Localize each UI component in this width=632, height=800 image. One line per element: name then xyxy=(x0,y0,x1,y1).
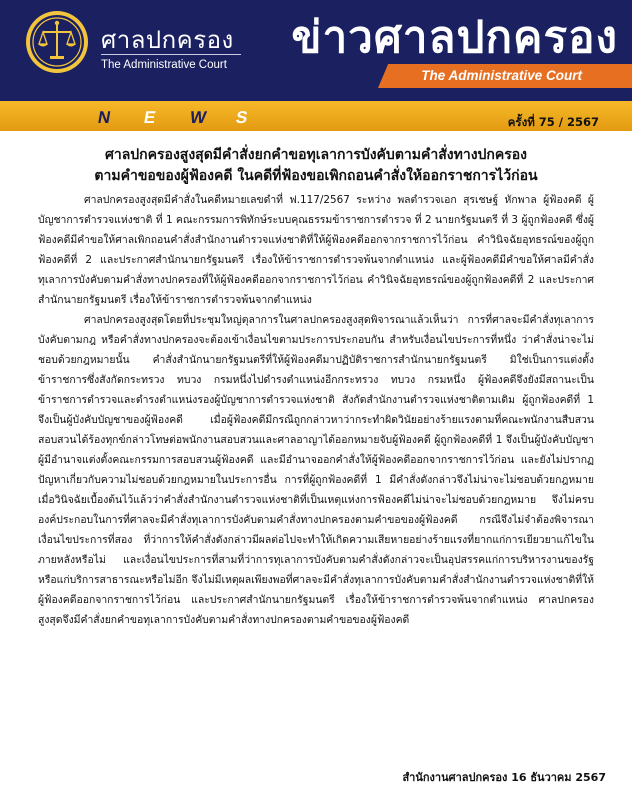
publication-title: ข่าวศาลปกครอง xyxy=(291,12,618,63)
headline-line-1: ศาลปกครองสูงสุดมีคำสั่งยกคำขอทุเลาการบังคับตามคำสั่งทางปกครอง xyxy=(104,147,528,163)
news-letters xyxy=(98,108,278,130)
org-name-english: The Administrative Court xyxy=(101,59,227,71)
administrative-court-emblem-icon xyxy=(25,10,89,74)
news-letter-s: S xyxy=(234,108,250,127)
news-letter-w: W xyxy=(188,108,208,127)
org-name-divider xyxy=(101,54,241,55)
headline xyxy=(20,145,612,187)
org-name-thai: ศาลปกครอง xyxy=(101,26,234,54)
header-banner xyxy=(0,0,632,101)
footer-signature: สำนักงานศาลปกครอง 16 ธันวาคม 2567 xyxy=(402,771,606,784)
issue-number: ครั้งที่ 75 / 2567 xyxy=(507,115,599,129)
news-letter-n: N xyxy=(96,108,113,127)
news-letter-e: E xyxy=(142,108,158,127)
article-body xyxy=(38,190,594,630)
paragraph: ศาลปกครองสูงสุดมีคำสั่งในคดีหมายเลขดำที่ ฟ.117/2567 ระหว่าง พลตำรวจเอก สุรเชษฐ์ หักพาล ผู้ฟ้องคดี ผู้บัญชาการตำรวจแห่งชาติ ที่ 1 คณะกรรมการพิทักษ์ระบบคุณธรรมข้าราชการตำรวจ ที่ 2 นายกรัฐมนตรี ที่ 3 ผู้ถูกฟ้องคดี ซึ่งผู้ฟ้องคดีมีคำขอให้ศาลเพิกถอนคำสั่งสำนักงานตำรวจแห่งชาติที่ให้ผู้ฟ้องคดีออกจากราชการไว้ก่อน คำวินิจฉัยอุทธรณ์ของผู้ถูกฟ้องคดีที่ 2 และประกาศสำนักนายกรัฐมนตรี เรื่องให้ข้าราชการตำรวจพ้นจากตำแหน่ง และผู้ฟ้องคดีมีคำขอให้ศาลมีคำสั่งทุเลาการบังคับตามคำสั่งทางปกครองที่ให้ผู้ฟ้องคดีออกจากราชการไว้ก่อน คำวินิจฉัยอุทธรณ์ของผู้ถูกฟ้องคดีที่ 2 และประกาศสำนักนายกรัฐมนตรี เรื่องให้ข้าราชการตำรวจพ้นจากตำแหน่ง xyxy=(38,194,594,306)
publication-subtitle: The Administrative Court xyxy=(421,68,582,83)
paragraph: ศาลปกครองสูงสุดโดยที่ประชุมใหญ่ตุลาการในศาลปกครองสูงสุดพิจารณาแล้วเห็นว่า การที่ศาลจะมีคำสั่งทุเลาการบังคับตามกฎ หรือคำสั่งทางปกครองจะต้องเข้าเงื่อนไขตามประการประกอบกัน สำหรับเงื่อนไขประการที่หนึ่ง ว่าคำสั่งน่าจะไม่ชอบด้วยกฎหมายนั้น คำสั่งสำนักนายกรัฐมนตรีที่ให้ผู้ฟ้องคดีมาปฏิบัติราชการสำนักนายกรัฐมนตรี มิใช่เป็นการแต่งตั้งข้าราชการซึ่งสังกัดกระทรวง ทบวง กรมหนึ่งไปดำรงตำแหน่งอีกกระทรวง ทบวง กรมหนึ่ง ผู้ฟ้องคดีจึงยังมีสถานะเป็นข้าราชการตำรวจและดำรงตำแหน่งรองผู้บัญชาการตำรวจแห่งชาติ สังกัดสำนักงานตำรวจแห่งชาติตามเดิม ผู้ถูกฟ้องคดีที่ 1 จึงเป็นผู้บังคับบัญชาของผู้ฟ้องคดี เมื่อผู้ฟ้องคดีมีกรณีถูกกล่าวหาว่ากระทำผิดวินัยอย่างร้ายแรงตามที่คณะพนักงานสืบสวนสอบสวนได้ร้องทุกข์กล่าวโทษต่อพนักงานสอบสวนและศาลอาญาได้ออกหมายจับผู้ฟ้องคดี ผู้ถูกฟ้องคดีที่ 1 จึงเป็นผู้บังคับบัญชาผู้มีอำนาจแต่งตั้งคณะกรรมการสอบสวนผู้ฟ้องคดี และมีอำนาจออกคำสั่งให้ผู้ฟ้องคดีออกจากราชการไว้ก่อน และยังไม่ปรากฏปัญหาเกี่ยวกับความไม่ชอบด้วยกฎหมายในประการอื่น การที่ผู้ถูกฟ้องคดีที่ 1 มีคำสั่งดังกล่าวจึงไม่น่าจะไม่ชอบด้วยกฎหมาย เมื่อวินิจฉัยเบื้องต้นไว้แล้วว่าคำสั่งสำนักงานตำรวจแห่งชาติที่เป็นเหตุแห่งการฟ้องคดีไม่น่าจะไม่ชอบด้วยกฎหมาย จึงไม่ครบองค์ประกอบในการที่ศาลจะมีคำสั่งทุเลาการบังคับตามคำสั่งทางปกครองตามคำขอของผู้ฟ้องคดี กรณีจึงไม่จำต้องพิจารณาเงื่อนไขประการที่สอง ที่ว่าการให้คำสั่งดังกล่าวมีผลต่อไปจะทำให้เกิดความเสียหายอย่างร้ายแรงที่ยากแก่การเยียวยาแก้ไขในภายหลังหรือไม่ และเงื่อนไขประการที่สามที่ว่าการทุเลาการบังคับตามคำสั่งดังกล่าวจะเป็นอุปสรรคแก่การบริหารงานของรัฐ หรือแก่บริการสาธารณะหรือไม่อีก จึงไม่มีเหตุผลเพียงพอที่ศาลจะมีคำสั่งทุเลาการบังคับตามคำสั่งสำนักงานตำรวจแห่งชาติที่ให้ผู้ฟ้องคดีออกจากราชการไว้ก่อน และประกาศสำนักนายกรัฐมนตรี เรื่องให้ข้าราชการตำรวจพ้นจากตำแหน่ง ศาลปกครองสูงสุดจึงมีคำสั่งยกคำขอทุเลาการบังคับตามคำสั่งทางปกครองตามคำขอของผู้ฟ้องคดี xyxy=(38,314,594,626)
headline-line-2: ตามคำขอของผู้ฟ้องคดี ในคดีที่ฟ้องขอเพิกถอนคำสั่งให้ออกราชการไว้ก่อน xyxy=(94,168,538,184)
